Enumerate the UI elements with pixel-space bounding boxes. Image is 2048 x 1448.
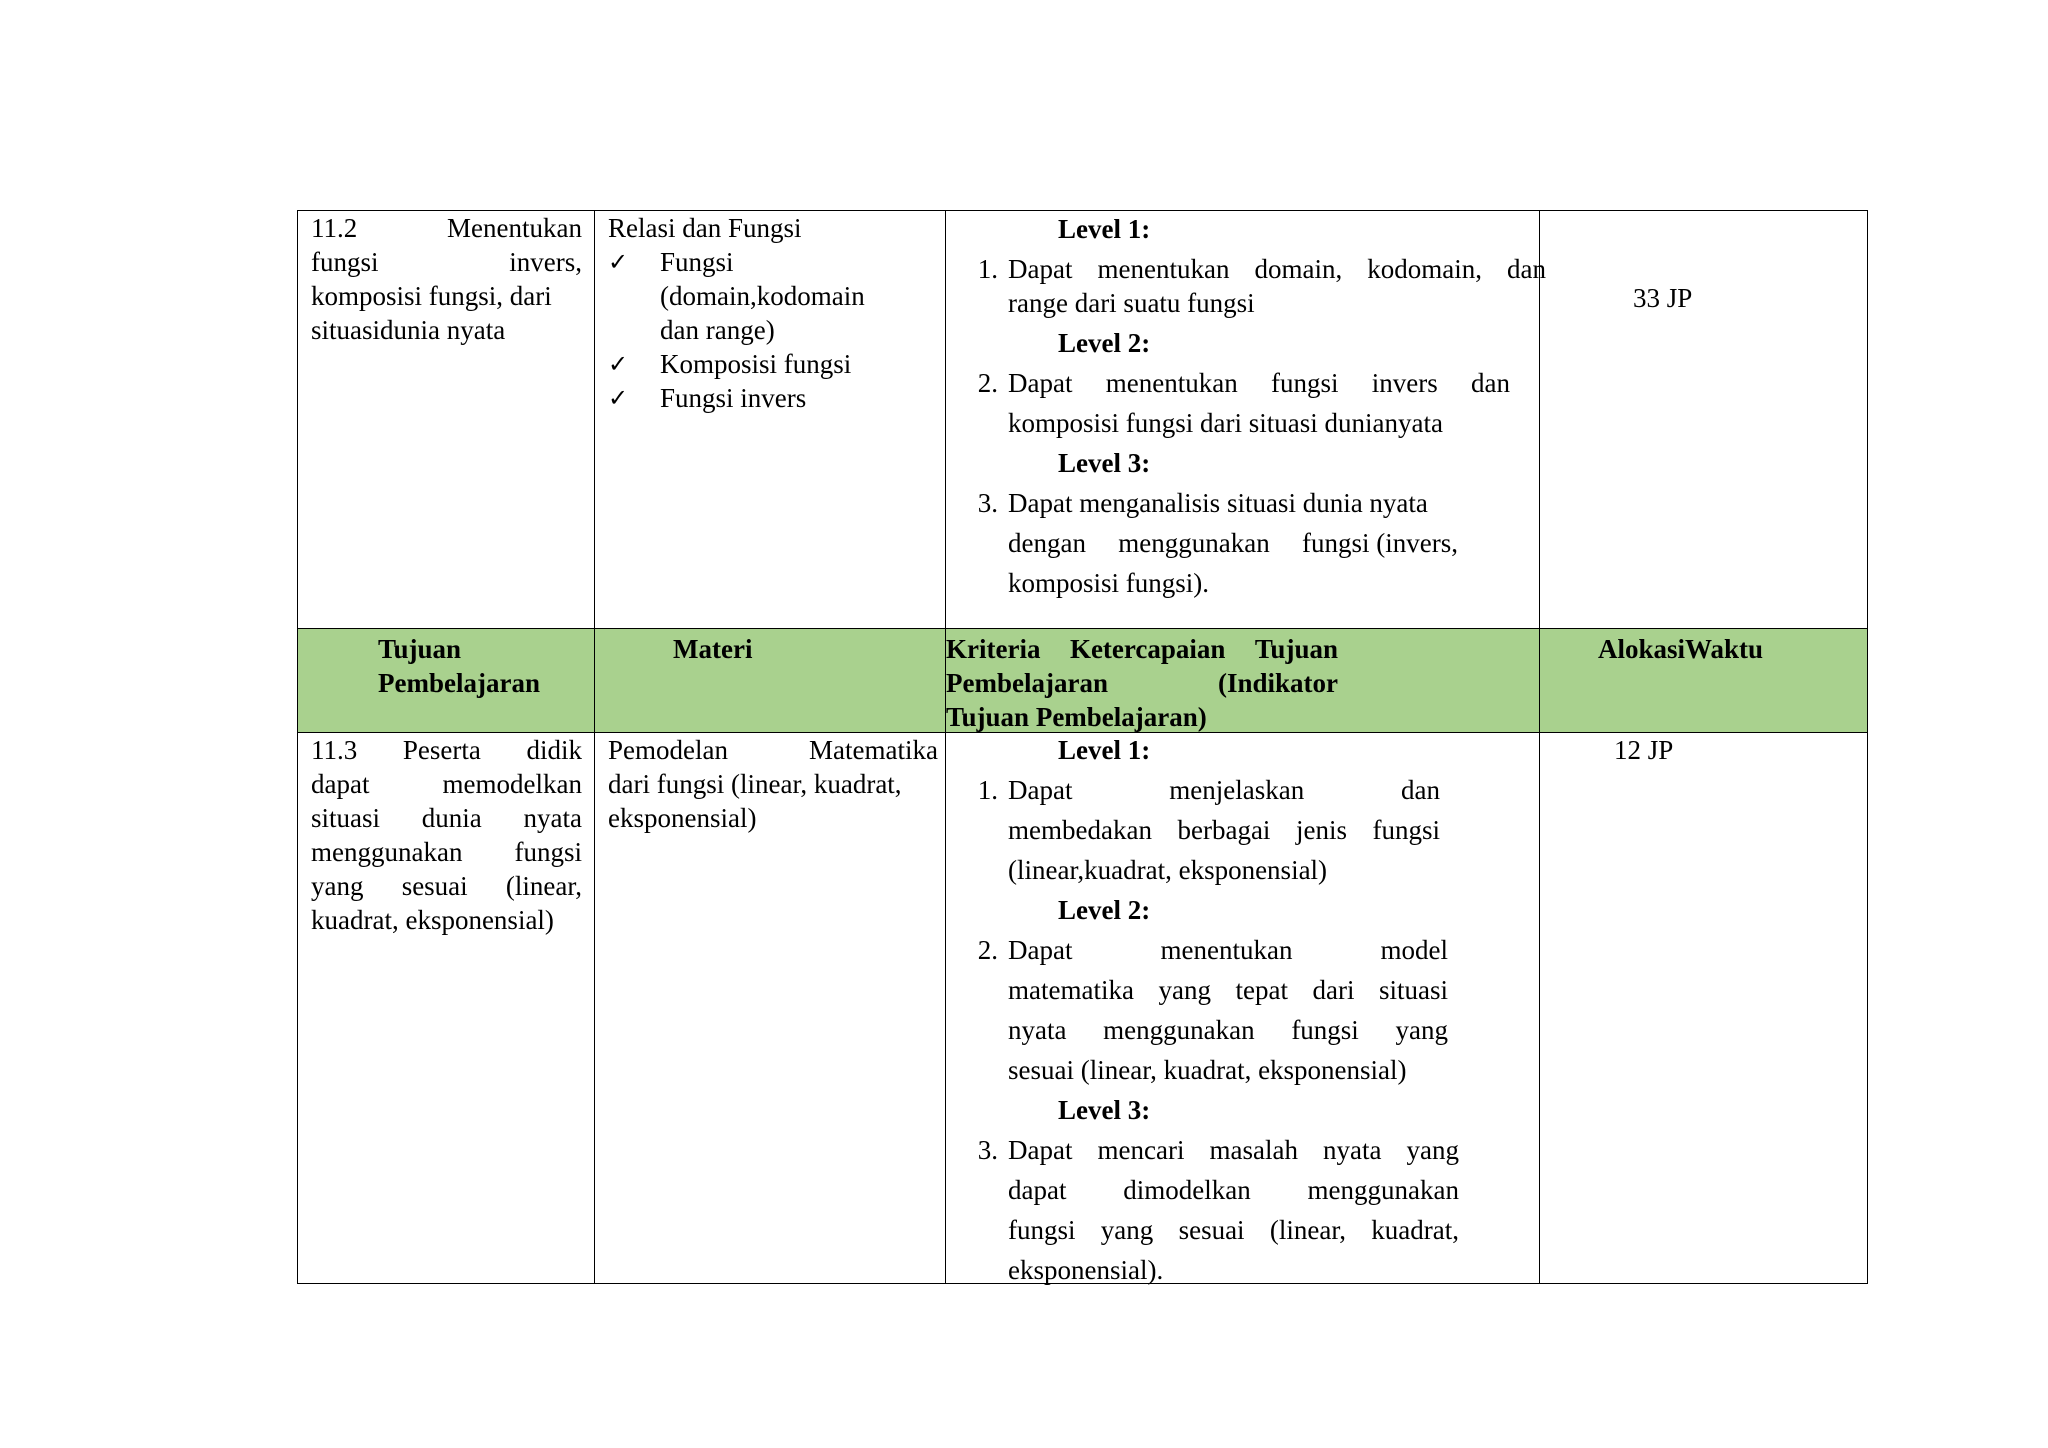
word: Matematika — [809, 735, 938, 765]
header-materi-label: Materi — [673, 634, 753, 664]
word: invers — [1371, 368, 1438, 398]
word: dapat — [1008, 1175, 1067, 1205]
materi-item-line: Fungsi invers — [660, 383, 807, 413]
materi-item-line: Fungsi — [660, 247, 734, 277]
word: menentukan — [1160, 935, 1293, 965]
row1-tujuan-line: situasidunia nyata — [311, 315, 506, 345]
word: domain, — [1254, 254, 1343, 284]
item-number: 1. — [977, 254, 998, 284]
criteria-line — [1008, 249, 1546, 289]
word: fungsi — [1270, 368, 1339, 398]
word: Dapat — [1008, 935, 1073, 965]
materi-list-item — [608, 347, 938, 381]
level-label: Level 1: — [1058, 214, 1151, 244]
word: kuadrat, — [1371, 1215, 1459, 1245]
header-alokasi-label: AlokasiWaktu — [1598, 634, 1764, 664]
word: fungsi — [1372, 815, 1440, 845]
checkmark-icon: ✓ — [608, 248, 629, 276]
word: Dapat — [1008, 775, 1073, 805]
row2-tujuan-line — [311, 767, 582, 801]
row1-tujuan-line: komposisi fungsi, dari — [311, 281, 552, 311]
item-number: 3. — [977, 1135, 998, 1165]
column-divider — [594, 211, 595, 1283]
word: matematika — [1008, 975, 1134, 1005]
word: menggunakan — [1118, 528, 1270, 558]
checkmark-icon: ✓ — [608, 350, 629, 378]
word: Pembelajaran — [946, 668, 1108, 698]
word: mencari — [1097, 1135, 1185, 1165]
materi-item-line: Komposisi fungsi — [660, 349, 852, 379]
materi-list-item — [608, 381, 938, 415]
word: fungsi — [514, 837, 582, 867]
word: Dapat — [1008, 254, 1073, 284]
word: kodomain, — [1367, 254, 1482, 284]
criteria-line: range dari suatu fungsi — [1008, 288, 1255, 318]
row1-alokasi-cell — [1633, 281, 1793, 315]
materi-list-item — [608, 245, 938, 347]
word: dunia — [421, 803, 482, 833]
row1-tujuan-cell — [311, 211, 582, 347]
learning-objectives-table — [297, 210, 1868, 1284]
criteria-line — [1008, 363, 1510, 403]
word: nyata — [1008, 1015, 1067, 1045]
word: yang — [311, 871, 364, 901]
word: Kriteria — [946, 634, 1041, 664]
word: Menentukan — [447, 213, 582, 243]
word: menjelaskan — [1169, 775, 1305, 805]
level-label: Level 2: — [1058, 328, 1151, 358]
word: yang — [1395, 1015, 1448, 1045]
header-alokasi — [1598, 632, 1838, 666]
criteria-item — [956, 483, 1546, 603]
checkmark-icon: ✓ — [608, 384, 629, 412]
criteria-item — [956, 770, 1546, 890]
row1-kriteria-cell — [956, 209, 1546, 603]
row2-kriteria-cell — [956, 730, 1546, 1290]
criteria-line — [1008, 1210, 1459, 1250]
word: membedakan — [1008, 815, 1152, 845]
criteria-line: Dapat menganalisis situasi dunia nyata — [1008, 488, 1428, 518]
materi-item-line: (domain,kodomain — [660, 281, 865, 311]
word: 11.2 — [311, 213, 358, 243]
word: memodelkan — [442, 769, 582, 799]
word: (Indikator — [1217, 668, 1338, 698]
criteria-item — [956, 363, 1546, 443]
word: sesuai — [1178, 1215, 1245, 1245]
word: situasi — [311, 803, 381, 833]
word: 11.3 — [311, 735, 358, 765]
word: dan — [1507, 254, 1546, 284]
word: dimodelkan — [1123, 1175, 1251, 1205]
word: fungsi — [1008, 1215, 1076, 1245]
word: Dapat — [1008, 368, 1073, 398]
alokasi-value: 12 JP — [1614, 735, 1674, 765]
row2-materi-line — [608, 733, 938, 767]
word: (linear, — [505, 871, 582, 901]
word: fungsi — [311, 247, 379, 277]
word: Dapat — [1008, 1135, 1073, 1165]
row2-tujuan-line — [311, 869, 582, 903]
word: fungsi (invers, — [1302, 528, 1458, 558]
header-tujuan-line: Tujuan — [378, 634, 462, 664]
criteria-line: sesuai (linear, kuadrat, eksponensial) — [1008, 1055, 1407, 1085]
item-number: 2. — [977, 368, 998, 398]
row2-tujuan-line — [311, 835, 582, 869]
header-kriteria-line — [946, 632, 1338, 666]
word: Ketercapaian — [1069, 634, 1226, 664]
word: dan — [1401, 775, 1440, 805]
word: jenis — [1295, 815, 1347, 845]
level-label: Level 3: — [1058, 448, 1151, 478]
criteria-line — [1008, 1130, 1459, 1170]
word: menggunakan — [1307, 1175, 1459, 1205]
item-number: 1. — [977, 775, 998, 805]
row1-tujuan-line — [311, 211, 582, 245]
word: yang — [1100, 1215, 1154, 1245]
word: Tujuan — [1254, 634, 1338, 664]
word: dengan — [1008, 528, 1086, 558]
header-tujuan-line: Pembelajaran — [378, 668, 540, 698]
criteria-line — [1008, 810, 1440, 850]
materi-item-line: dan range) — [660, 315, 775, 345]
word: yang — [1158, 975, 1211, 1005]
criteria-item — [956, 930, 1546, 1090]
word: didik — [526, 735, 582, 765]
criteria-line — [1008, 770, 1440, 810]
word: tepat — [1235, 975, 1288, 1005]
word: invers, — [509, 247, 582, 277]
criteria-item — [956, 1130, 1546, 1290]
row1-tujuan-line — [311, 245, 582, 279]
word: situasi — [1378, 975, 1448, 1005]
row2-materi-cell — [608, 733, 938, 835]
row2-alokasi-cell — [1614, 733, 1774, 767]
word: nyata — [1322, 1135, 1382, 1165]
row2-tujuan-cell — [311, 733, 582, 937]
criteria-line — [1008, 1010, 1448, 1050]
criteria-line — [1008, 1170, 1459, 1210]
row1-materi-title: Relasi dan Fungsi — [608, 213, 802, 243]
word: dari — [1312, 975, 1355, 1005]
criteria-line: eksponensial). — [1008, 1255, 1164, 1285]
word: dapat — [311, 769, 370, 799]
word: menentukan — [1097, 254, 1230, 284]
criteria-line: komposisi fungsi). — [1008, 568, 1210, 598]
word: menentukan — [1105, 368, 1238, 398]
word: model — [1380, 935, 1448, 965]
row2-materi-line: eksponensial) — [608, 803, 757, 833]
header-kriteria — [946, 632, 1338, 734]
row2-tujuan-line — [311, 733, 582, 767]
word: menggunakan — [1103, 1015, 1255, 1045]
column-divider — [945, 211, 946, 1283]
header-kriteria-line — [946, 666, 1338, 700]
item-number: 2. — [977, 935, 998, 965]
header-tujuan — [378, 632, 588, 700]
word: yang — [1406, 1135, 1459, 1165]
alokasi-value: 33 JP — [1633, 283, 1693, 313]
word: nyata — [523, 803, 582, 833]
criteria-line — [1008, 523, 1458, 563]
word: (linear, — [1269, 1215, 1346, 1245]
row1-materi-cell — [608, 211, 938, 415]
row2-materi-line: dari fungsi (linear, kuadrat, — [608, 769, 902, 799]
criteria-line — [1008, 970, 1448, 1010]
criteria-line — [1008, 930, 1448, 970]
word: menggunakan — [311, 837, 463, 867]
item-number: 3. — [977, 488, 998, 518]
level-label: Level 2: — [1058, 895, 1151, 925]
word: Peserta — [402, 735, 481, 765]
word: dan — [1470, 368, 1510, 398]
criteria-line: komposisi fungsi dari situasi dunianyata — [1008, 408, 1443, 438]
word: sesuai — [401, 871, 468, 901]
word: berbagai — [1177, 815, 1271, 845]
level-label: Level 3: — [1058, 1095, 1151, 1125]
word: fungsi — [1291, 1015, 1359, 1045]
header-materi — [673, 632, 873, 666]
criteria-line: (linear,kuadrat, eksponensial) — [1008, 855, 1328, 885]
level-label: Level 1: — [1058, 735, 1151, 765]
word: masalah — [1209, 1135, 1298, 1165]
row2-tujuan-line: kuadrat, eksponensial) — [311, 905, 554, 935]
header-kriteria-line: Tujuan Pembelajaran) — [946, 702, 1207, 732]
criteria-item — [956, 249, 1546, 323]
row-divider — [298, 628, 1867, 629]
row2-tujuan-line — [311, 801, 582, 835]
word: Pemodelan — [608, 735, 728, 765]
